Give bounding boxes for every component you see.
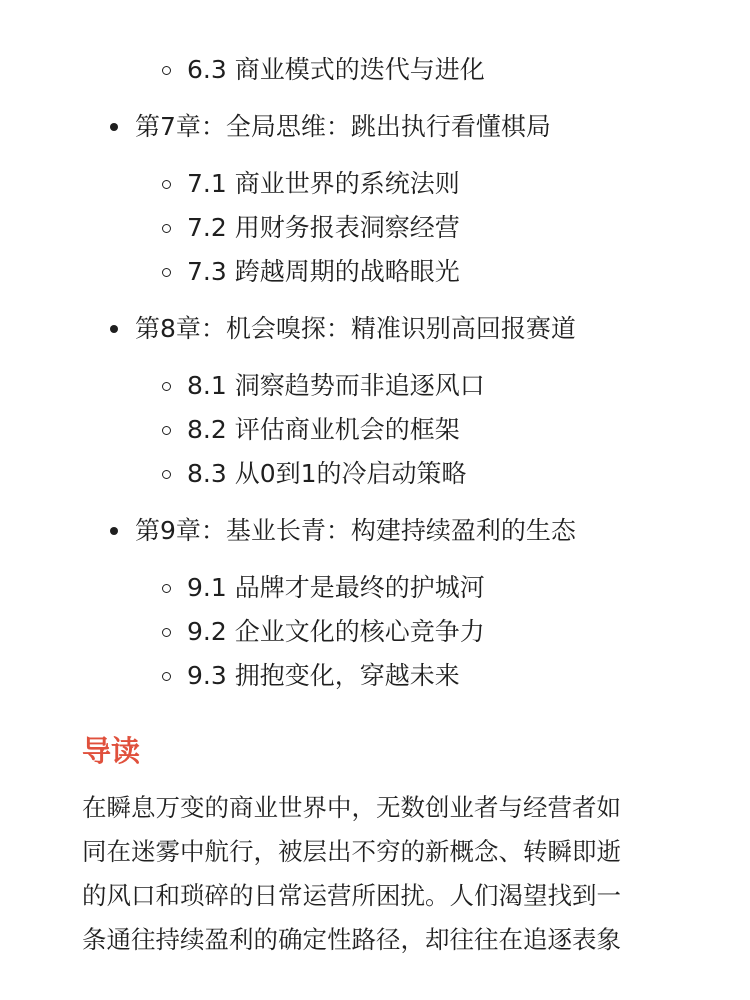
toc-item-text: 8.3 从0到1的冷启动策略 bbox=[187, 459, 467, 488]
circle-bullet-icon bbox=[162, 584, 171, 593]
paragraph-line: 条通往持续盈利的确定性路径，却往往在追逐表象 bbox=[82, 925, 621, 954]
toc-item-text: 9.2 企业文化的核心竞争力 bbox=[187, 617, 485, 646]
paragraph-line: 在瞬息万变的商业世界中，无数创业者与经营者如 bbox=[82, 793, 621, 822]
toc-chapter-item bbox=[110, 511, 576, 551]
disc-bullet-icon bbox=[110, 325, 118, 333]
circle-bullet-icon bbox=[162, 470, 171, 479]
toc-item-text: 7.3 跨越周期的战略眼光 bbox=[187, 257, 460, 286]
toc-subsection-item bbox=[162, 252, 460, 292]
toc-item-text: 6.3 商业模式的迭代与进化 bbox=[187, 55, 485, 84]
intro-heading: 导读 bbox=[82, 734, 141, 768]
toc-subsection-item bbox=[162, 366, 485, 406]
toc-subsection-item bbox=[162, 612, 485, 652]
toc-item-text: 9.3 拥抱变化，穿越未来 bbox=[187, 661, 460, 690]
disc-bullet-icon bbox=[110, 123, 118, 131]
toc-subsection-item bbox=[162, 50, 485, 90]
toc-subsection-item bbox=[162, 410, 460, 450]
paragraph-line: 的风口和琐碎的日常运营所困扰。人们渴望找到一 bbox=[82, 881, 621, 910]
circle-bullet-icon bbox=[162, 426, 171, 435]
disc-bullet-icon bbox=[110, 527, 118, 535]
circle-bullet-icon bbox=[162, 66, 171, 75]
toc-subsection-item bbox=[162, 454, 467, 494]
circle-bullet-icon bbox=[162, 224, 171, 233]
toc-item-text: 7.2 用财务报表洞察经营 bbox=[187, 213, 460, 242]
circle-bullet-icon bbox=[162, 180, 171, 189]
paragraph-line: 同在迷雾中航行，被层出不穷的新概念、转瞬即逝 bbox=[82, 837, 621, 866]
circle-bullet-icon bbox=[162, 268, 171, 277]
toc-subsection-item bbox=[162, 164, 460, 204]
toc-item-text: 9.1 品牌才是最终的护城河 bbox=[187, 573, 485, 602]
circle-bullet-icon bbox=[162, 672, 171, 681]
toc-subsection-item bbox=[162, 568, 485, 608]
circle-bullet-icon bbox=[162, 382, 171, 391]
toc-chapter-item bbox=[110, 309, 576, 349]
toc-subsection-item bbox=[162, 656, 460, 696]
toc-item-text: 第9章：基业长青：构建持续盈利的生态 bbox=[135, 516, 576, 545]
intro-paragraph bbox=[82, 786, 672, 962]
toc-item-text: 7.1 商业世界的系统法则 bbox=[187, 169, 460, 198]
toc-item-text: 第7章：全局思维：跳出执行看懂棋局 bbox=[135, 112, 551, 141]
toc-chapter-item bbox=[110, 107, 551, 147]
toc-item-text: 第8章：机会嗅探：精准识别高回报赛道 bbox=[135, 314, 576, 343]
toc-subsection-item bbox=[162, 208, 460, 248]
circle-bullet-icon bbox=[162, 628, 171, 637]
toc-item-text: 8.1 洞察趋势而非追逐风口 bbox=[187, 371, 485, 400]
toc-item-text: 8.2 评估商业机会的框架 bbox=[187, 415, 460, 444]
